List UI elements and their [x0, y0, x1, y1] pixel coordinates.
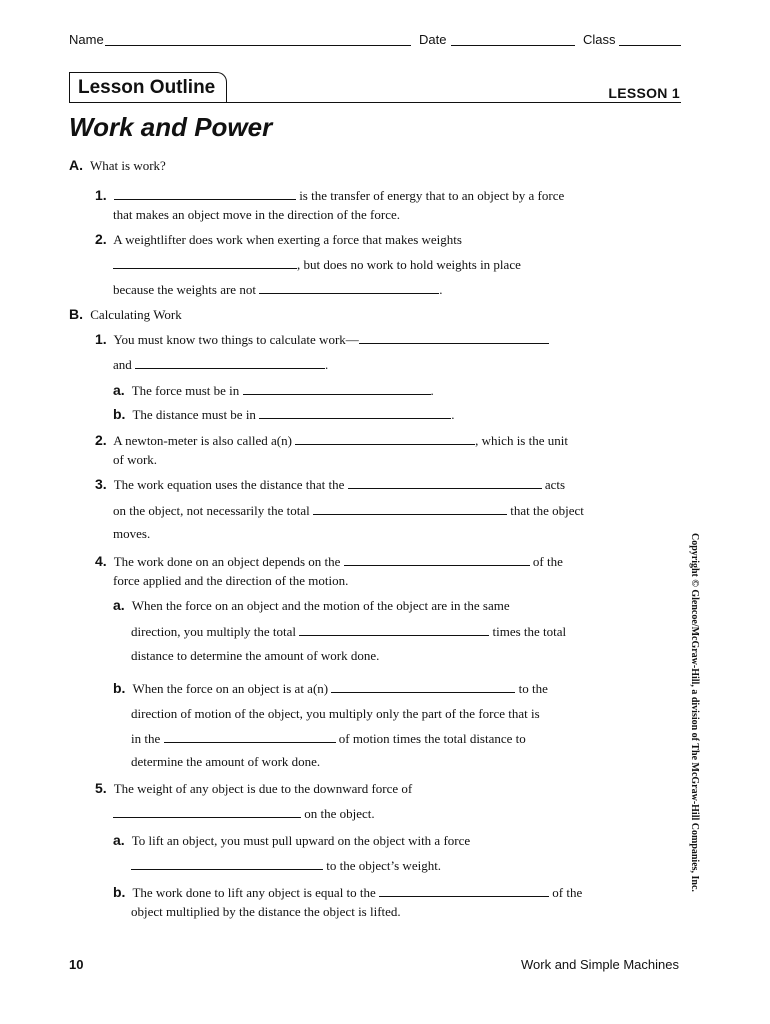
item-text: times the total: [492, 624, 567, 639]
answer-blank[interactable]: [344, 553, 530, 566]
item-number: 4.: [95, 553, 107, 569]
answer-blank[interactable]: [331, 680, 515, 693]
item-b3-line1: [95, 476, 565, 493]
item-text: When the force on an object and the motion of the object are in the same: [131, 598, 510, 613]
item-text: You must know two things to calculate work—: [113, 332, 359, 347]
item-a2-line2: [113, 256, 521, 273]
item-b5a-line2: [131, 857, 441, 874]
item-a1-line1: [95, 187, 564, 204]
class-label: Class: [583, 32, 616, 47]
item-text: to the object’s weight.: [326, 858, 442, 873]
header-fields: [69, 32, 681, 50]
item-b5b-line2: object multiplied by the distance the object is lifted.: [131, 904, 401, 919]
item-b5-line2: [113, 805, 375, 822]
item-number: b.: [113, 406, 126, 422]
item-text: The distance must be in: [132, 407, 256, 422]
section-a-heading: [69, 157, 166, 174]
lesson-number: LESSON 1: [608, 85, 680, 101]
item-a1-line2: that makes an object move in the direction of the force.: [113, 207, 400, 222]
item-number: b.: [113, 680, 126, 696]
class-field[interactable]: [619, 45, 681, 46]
item-text: The force must be in: [131, 383, 240, 398]
header-rule: [69, 102, 681, 103]
item-text: direction, you multiply the total: [131, 624, 297, 639]
item-text: because the weights are not: [113, 282, 256, 297]
item-text: of the: [532, 554, 563, 569]
answer-blank[interactable]: [259, 406, 451, 419]
answer-blank[interactable]: [259, 281, 439, 294]
item-b4b-line1: [113, 680, 548, 697]
punctuation: .: [430, 383, 434, 398]
item-b4-line1: [95, 553, 563, 570]
page-title: Work and Power: [69, 112, 273, 142]
item-text: , which is the unit: [475, 433, 568, 448]
item-b5b-line1: [113, 884, 582, 901]
name-label: Name: [69, 32, 104, 47]
answer-blank[interactable]: [135, 356, 325, 369]
item-text: of the: [552, 885, 583, 900]
answer-blank[interactable]: [299, 623, 489, 636]
lesson-outline-tab: Lesson Outline: [69, 72, 227, 102]
section-title: What is work?: [90, 158, 166, 173]
item-text: The work done on an object depends on the: [113, 554, 341, 569]
item-a2-line3: [113, 281, 442, 298]
item-b5a-line1: [113, 832, 470, 849]
section-title: Calculating Work: [90, 307, 182, 322]
answer-blank[interactable]: [164, 730, 336, 743]
item-text: to the: [518, 681, 548, 696]
item-b4a-line3: distance to determine the amount of work done.: [131, 648, 380, 663]
item-text: The weight of any object is due to the downward force of: [113, 781, 413, 796]
item-text: The work equation uses the distance that the: [113, 477, 345, 492]
item-text: of motion times the total distance to: [338, 731, 526, 746]
item-text: To lift an object, you must pull upward on the object with a force: [131, 833, 471, 848]
item-number: 2.: [95, 231, 107, 247]
footer-title: Work and Simple Machines: [521, 957, 679, 972]
item-number: 1.: [95, 331, 107, 347]
item-text: A newton-meter is also called a(n): [113, 433, 292, 448]
answer-blank[interactable]: [243, 382, 431, 395]
item-b4a-line1: [113, 597, 510, 614]
item-text: The work done to lift any object is equal to the: [132, 885, 376, 900]
section-letter: B.: [69, 306, 83, 322]
answer-blank[interactable]: [131, 857, 323, 870]
name-field[interactable]: [105, 45, 411, 46]
item-text: When the force on an object is at a(n): [132, 681, 329, 696]
answer-blank[interactable]: [113, 805, 301, 818]
page-number: 10: [69, 957, 84, 972]
item-number: a.: [113, 832, 125, 848]
item-text: that the object: [510, 503, 584, 518]
item-number: a.: [113, 597, 125, 613]
section-b-heading: [69, 306, 182, 323]
answer-blank[interactable]: [313, 502, 507, 515]
punctuation: .: [451, 407, 455, 422]
item-number: a.: [113, 382, 125, 398]
item-text: on the object, not necessarily the total: [113, 503, 310, 518]
answer-blank[interactable]: [114, 187, 296, 200]
item-b1-line1: [95, 331, 549, 348]
item-number: 2.: [95, 432, 107, 448]
item-number: b.: [113, 884, 126, 900]
date-field[interactable]: [451, 45, 575, 46]
punctuation: .: [439, 282, 443, 297]
item-b4b-line2: direction of motion of the object, you multiply only the part of the force that is: [131, 706, 540, 721]
item-b3-line2: [113, 502, 584, 519]
answer-blank[interactable]: [113, 256, 297, 269]
date-label: Date: [419, 32, 447, 47]
answer-blank[interactable]: [379, 884, 549, 897]
item-number: 1.: [95, 187, 107, 203]
answer-blank[interactable]: [348, 476, 542, 489]
item-text: is the transfer of energy that to an object by a force: [299, 188, 565, 203]
item-b4b-line3: [131, 730, 526, 747]
item-b3-line3: moves.: [113, 526, 151, 541]
item-b1a: [113, 382, 434, 399]
item-b5-line1: [95, 780, 412, 797]
punctuation: .: [325, 357, 329, 372]
item-text: , but does no work to hold weights in place: [297, 257, 521, 272]
item-number: 5.: [95, 780, 107, 796]
item-b4a-line2: [131, 623, 566, 640]
item-text: in the: [131, 731, 161, 746]
section-letter: A.: [69, 157, 83, 173]
item-b4b-line4: determine the amount of work done.: [131, 754, 321, 769]
item-text: A weightlifter does work when exerting a force that makes weights: [113, 232, 462, 247]
item-b1-line2: [113, 356, 328, 373]
item-text: acts: [544, 477, 566, 492]
item-number: 3.: [95, 476, 107, 492]
answer-blank[interactable]: [359, 331, 549, 344]
item-a2-line1: [95, 231, 462, 248]
item-b2-line1: [95, 432, 568, 449]
item-b2-line2: of work.: [113, 452, 158, 467]
copyright-notice: Copyright © Glencoe/McGraw-Hill, a division of The McGraw-Hill Companies, Inc.: [689, 533, 700, 892]
item-text: on the object.: [304, 806, 375, 821]
item-b1b: [113, 406, 454, 423]
item-b4-line2: force applied and the direction of the motion.: [113, 573, 349, 588]
item-text: and: [113, 357, 132, 372]
answer-blank[interactable]: [295, 432, 475, 445]
